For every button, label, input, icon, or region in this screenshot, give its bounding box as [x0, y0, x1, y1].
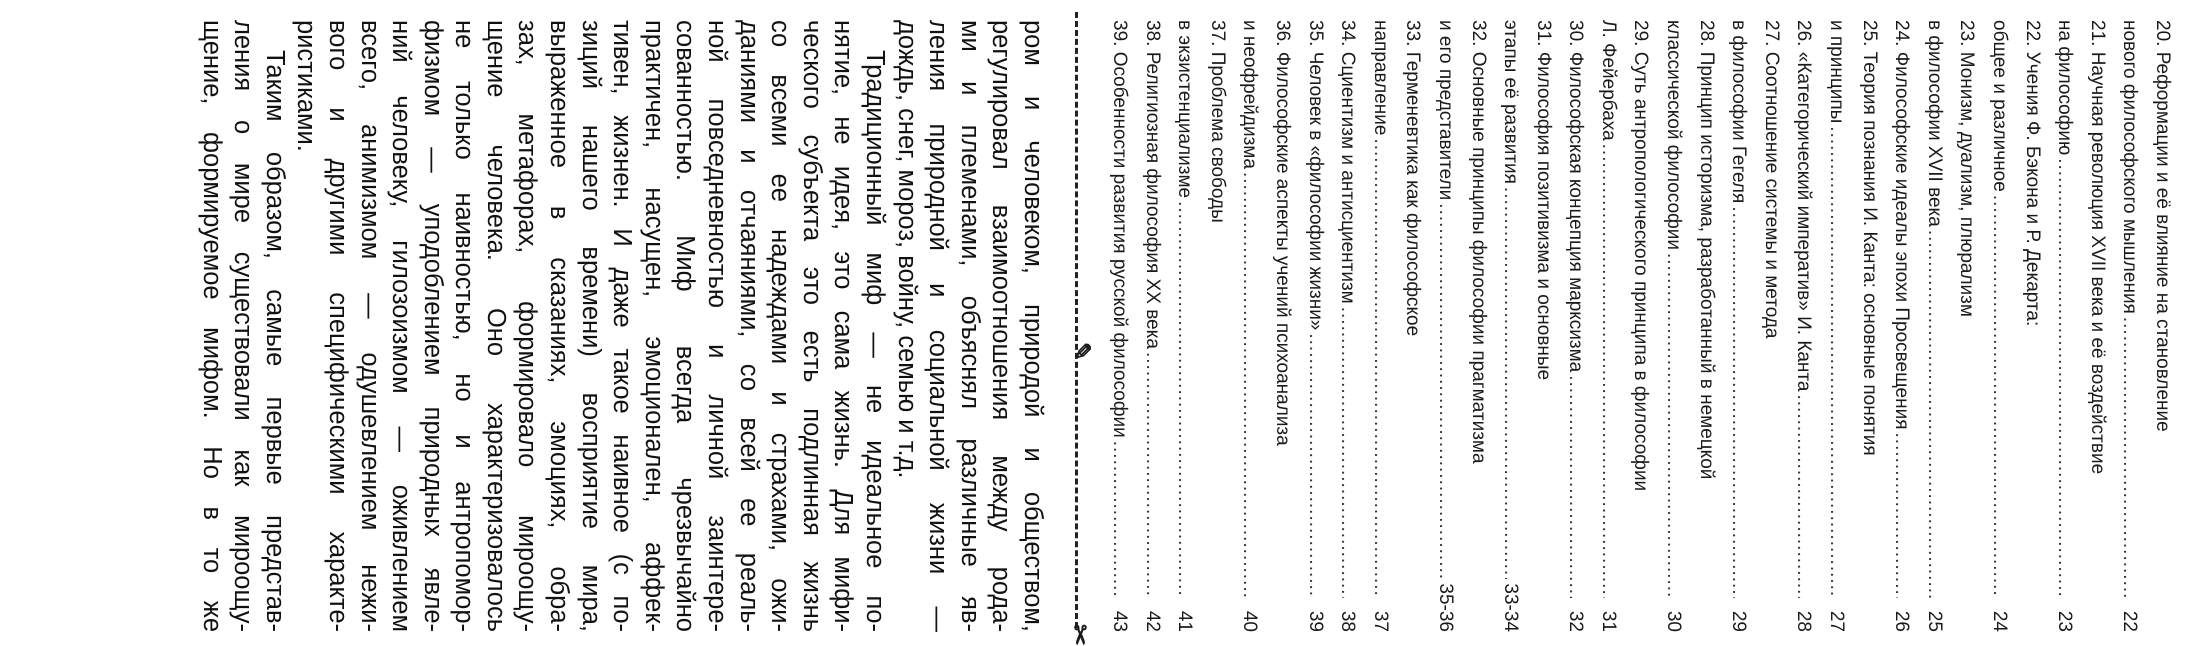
toc-page-number: 32: [1565, 610, 1587, 632]
body-text-line: ми и племенами, объяснял различные яв-: [955, 20, 984, 632]
toc-entry-text: и его представители: [1434, 20, 1456, 201]
toc-page-number: 41: [1174, 610, 1196, 632]
toc-entry: [1950, 20, 1983, 632]
toc-entry: [1135, 20, 1168, 632]
table-of-contents: [1102, 20, 2178, 632]
toc-entry-text: 24. Философские идеалы эпохи Просвещения: [1891, 20, 1913, 430]
toc-page-number: 35-36: [1434, 583, 1456, 632]
toc-entry-text: 28. Принцип историзма, разработанный в немецкой: [1695, 20, 1717, 480]
toc-page-number: 43: [1109, 610, 1130, 632]
toc-leader-dots: [1559, 375, 1592, 598]
body-text-line: щение человека. Оно характеризовалось: [481, 20, 510, 632]
toc-entry-text: 37. Проблема свободы: [1206, 20, 1228, 223]
toc-entry: [2015, 20, 2048, 632]
toc-entry-text: 20. Реформации и её влияние на становление: [2152, 20, 2173, 432]
body-text-line: не только наивностью, но и антропомор-: [450, 20, 479, 632]
toc-leader-dots: [1787, 394, 1820, 598]
toc-entry: [1885, 20, 1918, 632]
toc-entry-text: 36. Философские аспекты учений психоанализа: [1271, 20, 1293, 446]
toc-page-number: 31: [1597, 610, 1619, 632]
body-text-line: Традиционный миф — не идеальное по-: [861, 50, 890, 632]
toc-entry: [1787, 20, 1820, 632]
toc-entry: [1494, 20, 1527, 632]
toc-page-number: 33-34: [1500, 583, 1522, 632]
toc-entry: [1754, 20, 1787, 632]
toc-leader-dots: [1135, 352, 1168, 598]
toc-entry-text: в философии Гегеля: [1728, 20, 1750, 204]
toc-entry-text: на философию: [2054, 20, 2076, 156]
body-text-line: ческого субъекта это есть подлинная жизнь: [797, 20, 826, 632]
toc-leader-dots: [1331, 307, 1364, 598]
body-text-line: практичен, насущен, эмоционален, аффек-: [639, 20, 668, 632]
body-text-line: дождь, снег, мороз, войну, семью и т.д.: [892, 20, 921, 479]
body-text-line: всего, анимизмом — одушевлением нежи-: [355, 20, 384, 632]
toc-leader-dots: [1982, 195, 2015, 598]
body-text-line: сованностью. Миф всегда чрезвычайно: [671, 20, 700, 632]
toc-entry: [1591, 20, 1624, 632]
toc-entry-text: 29. Суть антропологического принципа в философии: [1630, 20, 1652, 492]
toc-leader-dots: [1102, 441, 1135, 598]
body-text-line: ристиками.: [292, 20, 321, 152]
toc-leader-dots: [1298, 333, 1331, 598]
toc-leader-dots: [1233, 172, 1266, 598]
toc-page-number: 26: [1891, 610, 1913, 632]
toc-leader-dots: [1657, 253, 1690, 598]
toc-page-number: 38: [1337, 610, 1359, 632]
body-text-line: ления о мире существовали как мироощу-: [229, 20, 258, 632]
toc-leader-dots: [1168, 201, 1201, 598]
toc-entry-text: 25. Теория познания И. Канта: основные понятия: [1858, 20, 1880, 456]
body-text-line: зиций нашего времени) восприятие мира,: [576, 20, 605, 632]
toc-entry-text: 30. Философская концепция марксизма: [1565, 20, 1587, 373]
toc-page-number: 23: [2054, 610, 2076, 632]
toc-entry: [1102, 20, 1135, 632]
toc-entry-text: в философии XVII века: [1923, 20, 1945, 227]
toc-page-number: 25: [1923, 610, 1945, 632]
toc-leader-dots: [1917, 230, 1950, 598]
toc-entry: [1559, 20, 1592, 632]
toc-entry: [1461, 20, 1494, 632]
toc-entry: [1689, 20, 1722, 632]
toc-leader-dots: [1363, 138, 1396, 598]
toc-entry-text: 23. Монизм, дуализм, плюрализм: [1956, 20, 1978, 317]
toc-entry-text: направление: [1369, 20, 1391, 136]
toc-entry-text: Л. Фейербаха: [1597, 20, 1619, 141]
toc-entry: [1396, 20, 1429, 632]
toc-leader-dots: [1885, 433, 1918, 598]
body-text: [195, 20, 1048, 632]
dashed-separator: [1059, 12, 1095, 646]
toc-entry: [1233, 20, 1266, 632]
body-text-line: выраженное в сказаниях, эмоциях, обра-: [545, 20, 574, 632]
toc-leader-dots: [1591, 144, 1624, 598]
toc-leader-dots: [1722, 206, 1755, 598]
toc-page-number: 29: [1728, 610, 1750, 632]
toc-page-number: 30: [1663, 610, 1685, 632]
toc-page-number: 27: [1826, 610, 1848, 632]
toc-entry: [1982, 20, 2015, 632]
body-text-line: ром и человеком, природой и обществом,: [1019, 20, 1047, 632]
body-text-line: ления природной и социальной жизни —: [924, 20, 953, 632]
toc-entry-text: 32. Основные принципы философии прагматизма: [1467, 20, 1489, 464]
toc-entry-text: 35. Человек в «философии жизни»: [1304, 20, 1326, 331]
toc-entry-text: 27. Соотношение системы и метода: [1760, 20, 1782, 339]
toc-entry: [1363, 20, 1396, 632]
toc-entry: [1852, 20, 1885, 632]
small-mark-icon: ✎: [1070, 342, 1095, 361]
toc-entry-text: 31. Философия позитивизма и основные: [1532, 20, 1554, 381]
body-text-line: щение, формируемое мифом. Но в то же: [197, 20, 226, 632]
toc-entry-text: 22. Учения Ф. Бэкона и Р. Декарта:: [2021, 20, 2043, 327]
toc-entry-text: этапы её развития: [1500, 20, 1522, 184]
toc-leader-dots: [1428, 203, 1461, 579]
toc-entry: [2048, 20, 2081, 632]
toc-entry-text: 26. «Категорический императив» И. Канта: [1793, 20, 1815, 392]
toc-entry-text: в экзистенциализме: [1174, 20, 1196, 199]
toc-entry-text: 21. Научная революция XVII века и её воздействие: [2086, 20, 2108, 475]
body-text-line: Таким образом, самые первые представ-: [260, 50, 289, 632]
toc-entry-text: и неофрейдизма: [1239, 20, 1261, 169]
toc-leader-dots: [2113, 317, 2146, 598]
body-text-line: ний человеку, гилозоизмом — оживлением: [387, 20, 416, 632]
body-text-line: ной повседневностью и личной заинтере-: [703, 20, 732, 632]
toc-entry: [1168, 20, 1201, 632]
body-text-line: тивен, жизнен. И даже такое наивное (с по-: [608, 20, 637, 632]
toc-page-number: 28: [1793, 610, 1815, 632]
toc-entry: [1331, 20, 1364, 632]
toc-entry: [2145, 20, 2178, 632]
toc-entry-text: и принципы: [1826, 20, 1848, 124]
toc-leader-dots: [2048, 158, 2081, 598]
toc-entry: [2113, 20, 2146, 632]
toc-entry: [1265, 20, 1298, 632]
toc-leader-dots: [1819, 126, 1852, 598]
body-text-line: нятие, не идея, это сама жизнь. Для мифи-: [829, 20, 858, 632]
body-text-line: даниями и отчаяниями, со всей ее реаль-: [734, 20, 763, 632]
toc-entry: [1722, 20, 1755, 632]
scissors-icon: ✂: [1065, 624, 1095, 646]
toc-entry: [1428, 20, 1461, 632]
toc-entry-text: общее и различное: [1989, 20, 2011, 192]
toc-entry: [1200, 20, 1233, 632]
toc-entry: [1657, 20, 1690, 632]
toc-entry: [2080, 20, 2113, 632]
body-text-line: со всеми ее надеждами и страхами, ожи-: [766, 20, 795, 632]
body-text-line: регулировал взаимоотношения между рода-: [987, 20, 1016, 632]
toc-page-number: 37: [1369, 610, 1391, 632]
toc-page-number: 39: [1304, 610, 1326, 632]
body-text-line: физмом — уподоблением природных явле-: [418, 20, 447, 632]
toc-entry-text: 33. Герменевтика как философское: [1402, 20, 1424, 337]
toc-entry-text: 38. Религиозная философия XX века: [1141, 20, 1163, 349]
toc-page-number: 42: [1141, 610, 1163, 632]
toc-page-number: 24: [1989, 610, 2011, 632]
toc-page-number: 40: [1239, 610, 1261, 632]
toc-page-number: 22: [2119, 610, 2141, 632]
toc-entry: [1526, 20, 1559, 632]
body-text-line: зах, метафорах, формировало мироощу-: [513, 20, 542, 632]
toc-entry-text: нового философского мышления: [2119, 20, 2141, 314]
toc-entry-text: 34. Сциентизм и антисциентизм: [1337, 20, 1359, 304]
toc-entry: [1298, 20, 1331, 632]
toc-entry-text: 39. Особенности развития русской философии: [1109, 20, 1130, 438]
toc-entry: [1917, 20, 1950, 632]
body-text-line: вого и другими специфическими характе-: [323, 20, 352, 632]
toc-leader-dots: [1494, 187, 1527, 579]
toc-entry-text: классической философии: [1663, 20, 1685, 250]
toc-entry: [1819, 20, 1852, 632]
toc-entry: [1624, 20, 1657, 632]
